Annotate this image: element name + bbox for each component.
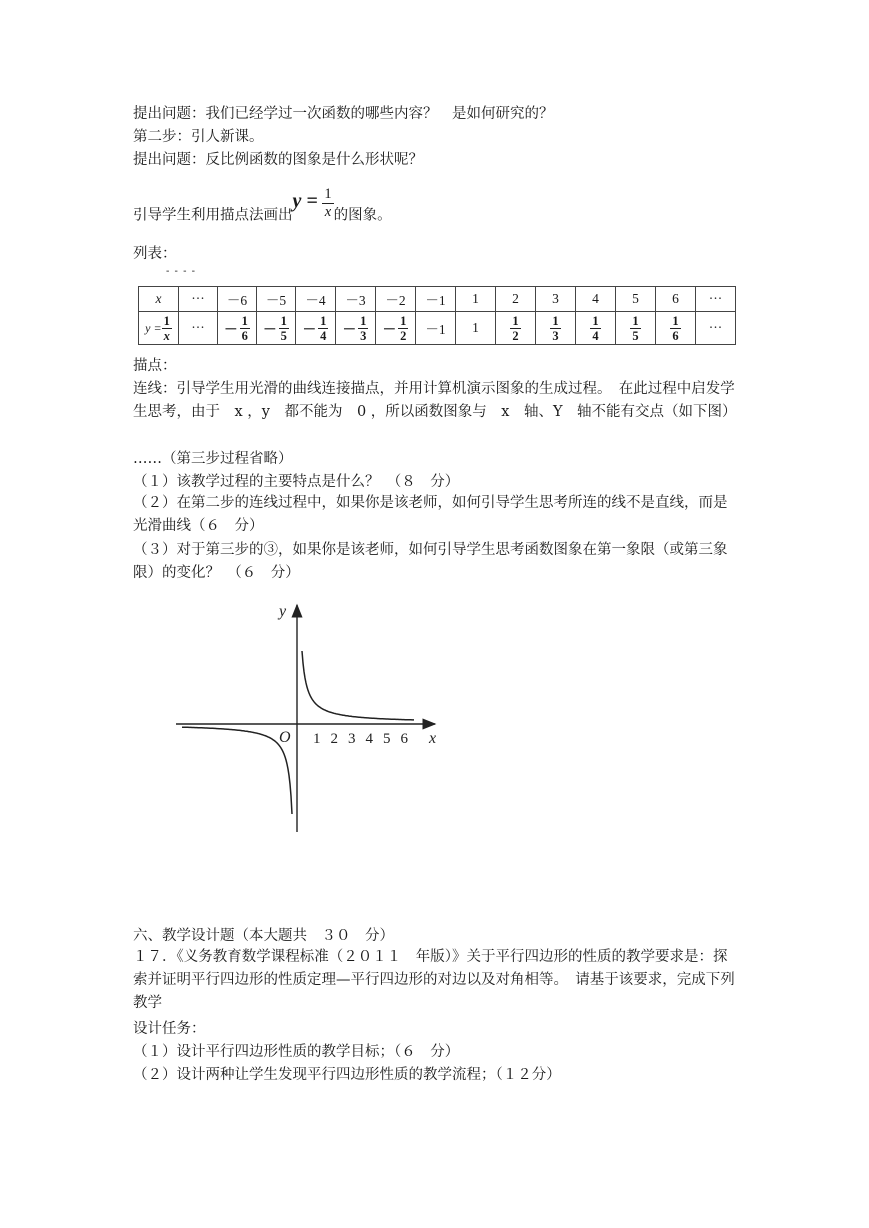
x-tick-labels	[313, 731, 409, 747]
x-tick-label: 1	[313, 731, 321, 747]
y-axis-label: y	[279, 603, 287, 620]
cell-fraction: $\frac{1}{2}$	[400, 313, 407, 343]
table-cell-x: －5	[257, 287, 296, 312]
question-line-1: 提出问题：我们已经学过一次函数的哪些内容？ 是如何研究的？	[133, 106, 554, 122]
table-cell-x: 4	[576, 287, 616, 312]
cell-fraction: $\frac{1}{3}$	[552, 313, 559, 343]
cell-negative-sign: －	[224, 322, 238, 337]
question-17: １７．《义务教育数学课程标准（２０１１ 年版）》关于平行四边形的性质的教学要求是：探索并证明平行四边形的性质定理—平行四边形的对边以及对角相等。 请基于该要求，完成下列教学	[133, 949, 735, 1011]
plot-instruction-post: 的图象。	[333, 207, 392, 224]
formula-numerator: 1	[324, 185, 332, 202]
table-cell-x: －1	[416, 287, 456, 312]
cell-fraction: $\frac{1}{6}$	[241, 313, 248, 343]
table-cell-x: 1	[456, 287, 496, 312]
table-cell-y: ···	[696, 312, 736, 345]
x-tick-label: 4	[365, 731, 373, 747]
cell-fraction: $\frac{1}{3}$	[360, 313, 367, 343]
cell-negative-sign: －	[342, 322, 357, 337]
plot-points-label: 描点：	[133, 358, 177, 374]
question-2: （２）在第二步的连线过程中，如果你是该老师，如何引导学生思考所连的线不是直线，而是光滑曲线（６ 分）	[133, 495, 728, 534]
table-cell-y: －1	[416, 312, 456, 345]
table-label: 列表：	[133, 246, 177, 262]
table-cell-x: －3	[336, 287, 376, 312]
section-six-heading: 六、教学设计题（本大题共 ３０ 分）	[133, 928, 394, 944]
cell-negative-sign: －	[382, 322, 397, 337]
table-cell-x: 2	[496, 287, 536, 312]
table-cell-x: －4	[296, 287, 336, 312]
x-tick-label: 2	[330, 731, 338, 747]
cell-negative-sign: －	[263, 322, 277, 337]
table-cell-x: ···	[179, 287, 218, 312]
x-tick-label: 5	[383, 731, 391, 747]
table-head-y: y = $\frac{1}{x}$	[139, 312, 179, 345]
omitted-step-line: ……（第三步过程省略）	[133, 451, 293, 467]
table-cell-x: ···	[696, 287, 736, 312]
cell-fraction: $\frac{1}{6}$	[672, 313, 679, 343]
question-line-2: 提出问题：反比例函数的图象是什么形状呢？	[133, 152, 423, 168]
plot-instruction-pre: 引导学生利用描点法画出	[133, 207, 293, 224]
curve-third-quadrant	[182, 727, 292, 814]
x-tick-label: 3	[348, 731, 356, 747]
origin-label: O	[279, 729, 291, 746]
connect-paragraph: 连线：引导学生用光滑的曲线连接描点，并用计算机演示图象的生成过程。 在此过程中启发学生思考，由于 x ，y 都不能为 0 ，所以函数图象与 x 轴、Y 轴不能有交点（如下图）	[133, 381, 737, 420]
table-cell-x: 6	[656, 287, 696, 312]
table-cell-x: －6	[218, 287, 257, 312]
x-axis-label: x	[429, 730, 437, 747]
task-1: （１）设计平行四边形性质的教学目标；（６ 分）	[133, 1044, 460, 1060]
formula-lhs: y =	[292, 190, 318, 212]
design-task-label: 设计任务：	[133, 1021, 206, 1037]
cell-fraction: $\frac{1}{4}$	[592, 313, 599, 343]
cell-fraction: $\frac{1}{5}$	[280, 313, 287, 343]
small-mark: - - - -	[166, 266, 197, 277]
cell-fraction: $\frac{1}{4}$	[320, 313, 327, 343]
step-two-line: 第二步：引人新课。	[133, 129, 264, 145]
cell-fraction: $\frac{1}{2}$	[512, 313, 519, 343]
table-cell-y: ···	[179, 312, 218, 345]
x-tick-label: 6	[400, 731, 408, 747]
curve-first-quadrant	[302, 651, 414, 720]
table-cell-x: 5	[616, 287, 656, 312]
question-1: （１）该教学过程的主要特点是什么？ （８ 分）	[133, 474, 460, 490]
task-2: （２）设计两种让学生发现平行四边形性质的教学流程；（１２分）	[133, 1067, 561, 1083]
cell-fraction: $\frac{1}{5}$	[632, 313, 639, 343]
table-cell-x: －2	[376, 287, 416, 312]
formula-denominator: x	[324, 203, 332, 220]
question-3: （３）对于第三步的③，如果你是该老师，如何引导学生思考函数图象在第一象限（或第三象限）的变化？ （６ 分）	[133, 542, 728, 581]
table-cell-y: 1	[456, 312, 496, 345]
cell-negative-sign: －	[302, 322, 317, 337]
table-cell-x: 3	[536, 287, 576, 312]
table-head-x: x	[139, 287, 179, 312]
